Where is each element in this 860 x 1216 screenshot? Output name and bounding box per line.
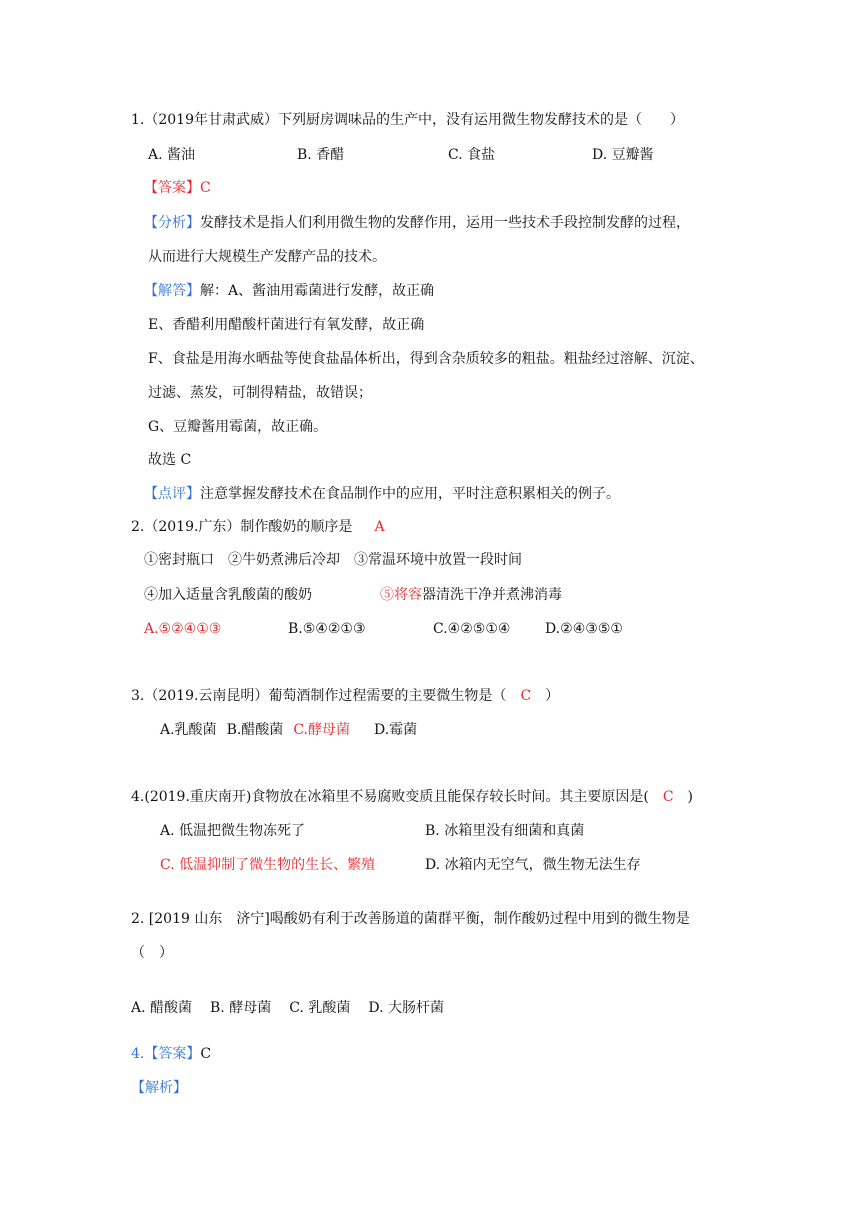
answer-value: C: [200, 180, 211, 196]
q2-steps-1: ①密封瓶口 ②牛奶煮沸后冷却 ③常温环境中放置一段时间: [144, 552, 522, 568]
q4-option-d: D. 冰箱内无空气，微生物无法生存: [425, 857, 641, 873]
q1-answer-line: [144, 178, 211, 198]
q2-step-5-highlight: ⑤将容: [380, 587, 422, 603]
q3-option-d: D.霉菌: [373, 722, 418, 738]
q5-option-d: D. 大肠杆菌: [368, 1000, 444, 1016]
q2-step-5-rest: 器清洗干净并煮沸消毒: [422, 587, 562, 603]
q5-analysis-tag: 【解析】: [131, 1080, 187, 1096]
analysis-tag: 【分析】: [144, 215, 200, 231]
q2-step-4: ④加入适量含乳酸菌的酸奶: [144, 587, 312, 603]
q5-option-a: A. 醋酸菌: [131, 1000, 193, 1016]
q5-option-b: B. 酵母菌: [210, 1000, 272, 1016]
q4-option-a: A. 低温把微生物冻死了: [160, 823, 306, 839]
q2-option-a: A.⑤②④①③: [144, 621, 222, 637]
q1-line-g: G、豆瓣酱用霉菌，故正确。: [148, 419, 328, 435]
q3-options: [160, 720, 417, 740]
q3-stem: 3.（2019.云南昆明）葡萄酒制作过程需要的主要微生物是（: [131, 688, 507, 704]
comment-tag: 【点评】: [144, 486, 200, 502]
q5-options: [131, 998, 444, 1018]
q3-stem-close: ）: [545, 688, 560, 704]
q3-answer: C: [520, 688, 532, 704]
answer-number: 4.: [131, 1046, 145, 1062]
solution-text: 解：A、酱油用霉菌进行发酵，故正确: [200, 283, 435, 299]
answer-tag: 【答案】: [144, 180, 200, 196]
q2-option-d: D.②④③⑤①: [545, 621, 623, 637]
q1-solution-line: [144, 281, 434, 301]
q1-option-a: A. 酱油: [148, 147, 196, 163]
q5-stem-1: 2. [2019 山东 济宁]喝酸奶有利于改善肠道的菌群平衡，制作酸奶过程中用到的微生物是: [131, 911, 690, 927]
q5-answer-line: [131, 1044, 211, 1064]
q1-comment-line: [144, 484, 620, 504]
q2-stem: 2.（2019.广东）制作酸奶的顺序是: [131, 519, 353, 535]
q3-stem-line: [131, 686, 559, 706]
q4-option-b: B. 冰箱里没有细菌和真菌: [425, 823, 585, 839]
q3-option-a: A.乳酸菌: [160, 722, 217, 738]
q2-option-c: C.④②⑤①④: [433, 621, 511, 637]
q1-stem: 1.（2019年甘肃武威）下列厨房调味品的生产中，没有运用微生物发酵技术的是（ ）: [131, 112, 684, 128]
q4-answer: C: [662, 789, 674, 805]
q1-choose: 故选 C: [148, 452, 192, 468]
q5-option-c: C. 乳酸菌: [289, 1000, 351, 1016]
q1-option-b: B. 香醋: [297, 147, 345, 163]
answer-tag: 【答案】: [144, 1046, 201, 1062]
q4-stem-close: ): [687, 789, 694, 805]
q2-answer: A: [374, 519, 385, 535]
solution-tag: 【解答】: [144, 283, 200, 299]
answer-value: C: [200, 1046, 212, 1062]
q5-stem-2: （ ）: [131, 945, 173, 961]
q1-analysis-text-2: 从而进行大规模生产发酵产品的技术。: [148, 249, 386, 265]
q2-option-b: B.⑤④②①③: [288, 621, 366, 637]
q1-analysis-line: [144, 213, 690, 233]
q4-stem-line: [131, 787, 693, 807]
q3-option-b: B.醋酸菌: [226, 722, 284, 738]
q1-line-e: E、香醋利用醋酸杆菌进行有氧发酵，故正确: [148, 317, 425, 333]
q1-line-f1: F、食盐是用海水晒盐等使食盐晶体析出，得到含杂质较多的粗盐。粗盐经过溶解、沉淀、: [148, 351, 704, 367]
q2-stem-line: [131, 517, 385, 537]
q2-step-5: [380, 585, 562, 605]
analysis-text: 发酵技术是指人们利用微生物的发酵作用，运用一些技术手段控制发酵的过程，: [200, 215, 690, 231]
comment-text: 注意掌握发酵技术在食品制作中的应用，平时注意积累相关的例子。: [200, 486, 620, 502]
q3-option-c: C.酵母菌: [293, 722, 350, 738]
q4-stem: 4.(2019.重庆南开)食物放在冰箱里不易腐败变质且能保存较长时间。其主要原因是(: [131, 789, 649, 805]
q1-line-f2: 过滤、蒸发，可制得精盐，故错误；: [148, 385, 372, 401]
q1-option-d: D. 豆瓣酱: [592, 147, 654, 163]
q1-option-c: C. 食盐: [448, 147, 496, 163]
q4-option-c: C. 低温抑制了微生物的生长、繁殖: [160, 857, 376, 873]
